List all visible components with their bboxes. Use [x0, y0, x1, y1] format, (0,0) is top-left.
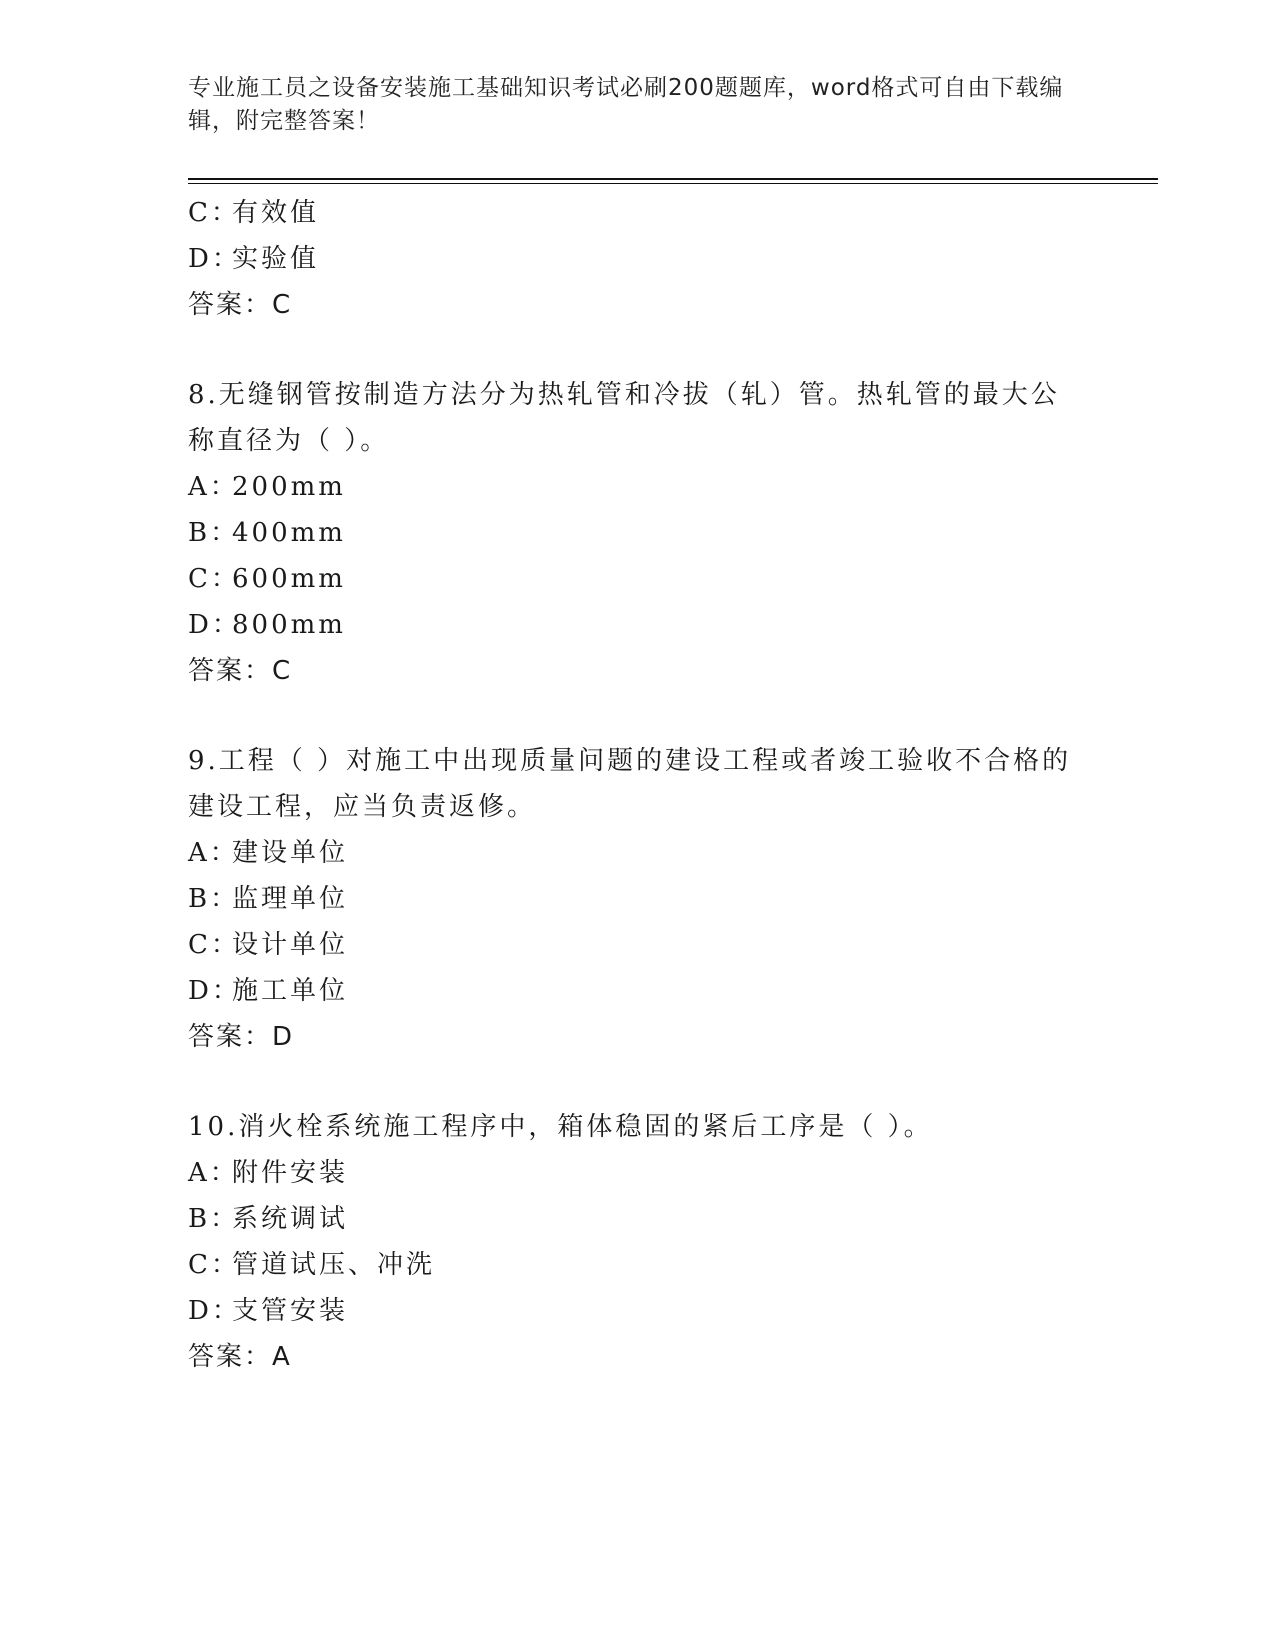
option-key: C： — [188, 1250, 240, 1280]
option-key: B： — [188, 1204, 240, 1234]
option-row — [188, 922, 1088, 968]
header-divider-thin — [188, 183, 1158, 184]
option-key: A： — [188, 838, 239, 868]
question-list — [188, 190, 1088, 1380]
question-9 — [188, 738, 1088, 1060]
option-text: 600mm — [232, 564, 346, 594]
option-text: 管道试压、冲洗 — [232, 1250, 436, 1280]
option-key: A： — [188, 1158, 239, 1188]
option-row — [188, 1150, 1088, 1196]
option-row — [188, 464, 1088, 510]
option-row — [188, 1196, 1088, 1242]
option-text: 实验值 — [232, 244, 320, 274]
option-key: A： — [188, 472, 239, 502]
option-key: C： — [188, 930, 240, 960]
option-text: 200mm — [232, 472, 346, 502]
question-stem: 8.无缝钢管按制造方法分为热轧管和冷拔（轧）管。热轧管的最大公称直径为（ ）。 — [188, 380, 1060, 456]
option-row — [188, 1288, 1088, 1334]
option-text: 800mm — [232, 610, 346, 640]
option-key: D： — [188, 976, 241, 1006]
answer-line: 答案：C — [188, 290, 293, 320]
answer-line: 答案：D — [188, 1022, 295, 1052]
option-text: 系统调试 — [232, 1204, 349, 1234]
option-key: C： — [188, 198, 240, 228]
answer-line: 答案：A — [188, 1342, 292, 1372]
option-text: 建设单位 — [232, 838, 349, 868]
option-key: D： — [188, 1296, 241, 1326]
option-key: C： — [188, 564, 240, 594]
option-row — [188, 830, 1088, 876]
question-stem: 9.工程（ ）对施工中出现质量问题的建设工程或者竣工验收不合格的建设工程，应当负责返修。 — [188, 746, 1072, 822]
previous-question-tail — [188, 190, 1088, 328]
header-divider-thick — [188, 178, 1158, 180]
question-stem: 10.消火栓系统施工程序中，箱体稳固的紧后工序是（ ）。 — [188, 1112, 933, 1142]
question-8 — [188, 372, 1088, 694]
option-key: B： — [188, 518, 240, 548]
option-key: D： — [188, 244, 241, 274]
option-row — [188, 602, 1088, 648]
option-text: 施工单位 — [232, 976, 349, 1006]
option-text: 设计单位 — [232, 930, 349, 960]
question-10 — [188, 1104, 1088, 1380]
option-text: 400mm — [232, 518, 346, 548]
option-row — [188, 1242, 1088, 1288]
document-header: 专业施工员之设备安装施工基础知识考试必刷200题题库，word格式可自由下载编辑，附完整答案！ — [188, 75, 1064, 134]
option-row — [188, 236, 1088, 282]
option-row — [188, 190, 1088, 236]
option-text: 监理单位 — [232, 884, 349, 914]
answer-line: 答案：C — [188, 656, 293, 686]
option-key: B： — [188, 884, 240, 914]
option-text: 支管安装 — [232, 1296, 349, 1326]
option-key: D： — [188, 610, 241, 640]
option-row — [188, 968, 1088, 1014]
option-row — [188, 510, 1088, 556]
option-row — [188, 876, 1088, 922]
option-row — [188, 556, 1088, 602]
option-text: 有效值 — [232, 198, 320, 228]
option-text: 附件安装 — [232, 1158, 349, 1188]
